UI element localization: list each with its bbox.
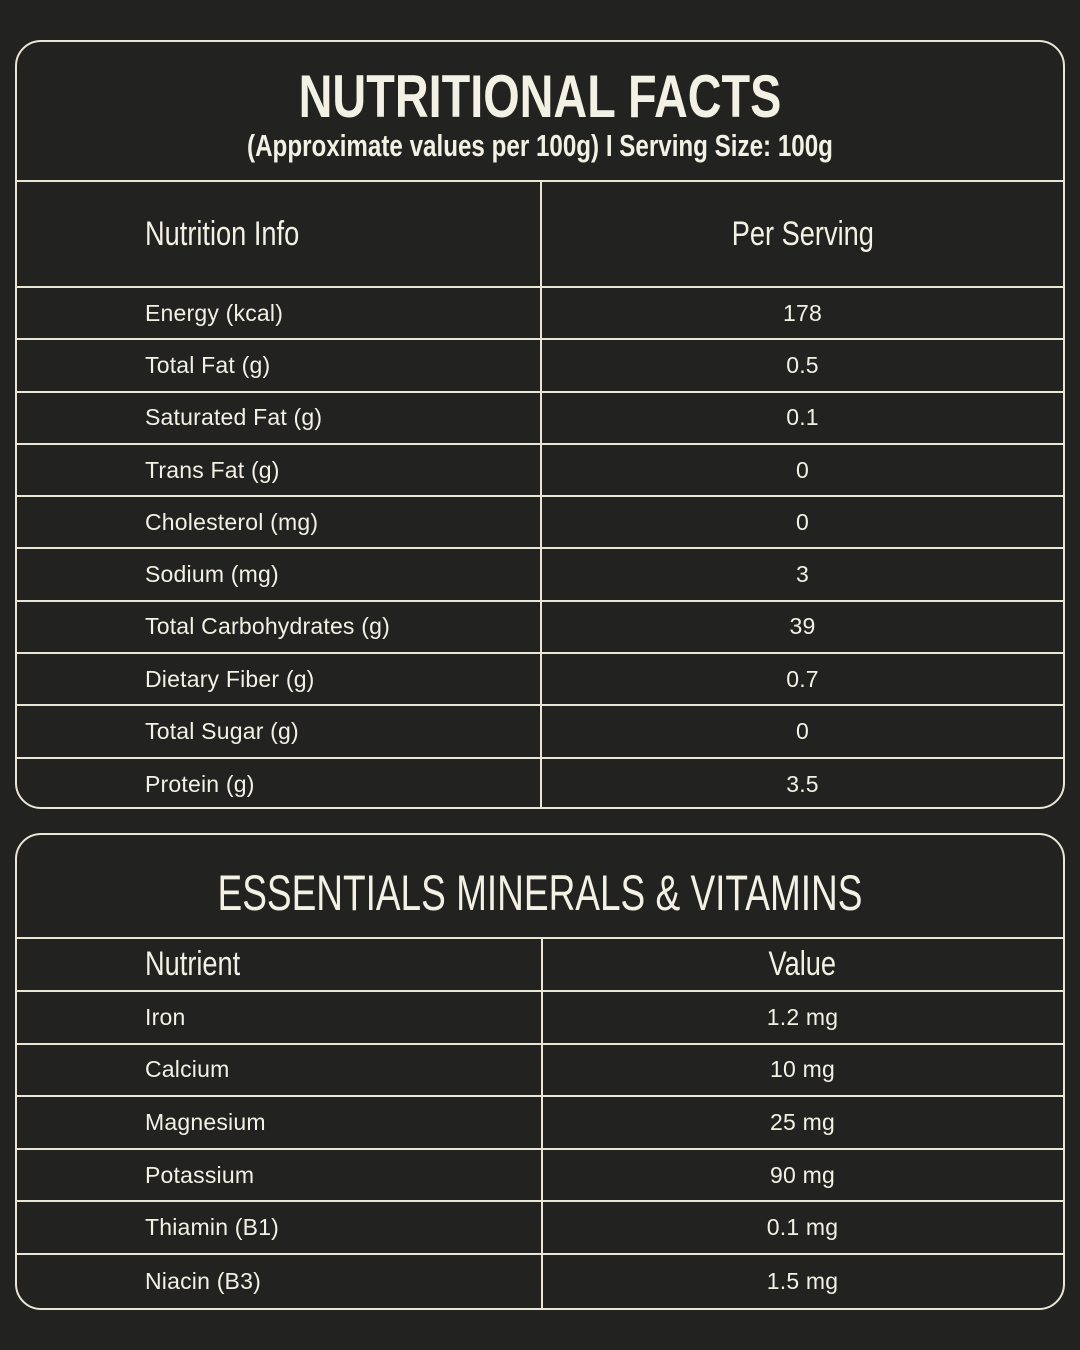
row-label-cell — [145, 1202, 279, 1253]
row-label-cell — [145, 445, 280, 495]
column-header-value: Value — [768, 945, 837, 983]
row-label-cell — [145, 602, 390, 652]
row-label-cell — [145, 288, 283, 338]
row-label-cell — [145, 497, 318, 547]
row-label-cell — [145, 393, 322, 443]
table-row — [17, 1097, 1063, 1150]
table-header-row — [17, 939, 1063, 992]
row-value-cell — [542, 992, 1063, 1043]
row-value-cell — [542, 602, 1063, 652]
column-header-right — [542, 939, 1063, 990]
row-label: Energy (kcal) — [145, 299, 284, 326]
row-value-cell — [542, 1097, 1063, 1148]
row-label: Calcium — [145, 1056, 230, 1083]
row-value: 1.5 mg — [766, 1267, 839, 1294]
column-header-right — [542, 182, 1063, 286]
row-label-cell — [145, 1255, 261, 1308]
row-label: Total Fat (g) — [145, 351, 271, 378]
minerals-vitamins-panel — [15, 833, 1065, 1310]
row-value-cell — [542, 1150, 1063, 1201]
table-row — [17, 340, 1063, 392]
row-value-cell — [542, 654, 1063, 704]
row-value-cell — [542, 1045, 1063, 1096]
row-value: 90 mg — [770, 1161, 835, 1188]
table-row — [17, 654, 1063, 706]
row-value-cell — [542, 1255, 1063, 1308]
table-row — [17, 1150, 1063, 1203]
table-header-row — [17, 182, 1063, 288]
row-label-cell — [145, 550, 279, 600]
row-label: Total Sugar (g) — [145, 718, 299, 745]
table-row — [17, 1202, 1063, 1255]
row-value: 0.1 mg — [766, 1214, 839, 1241]
row-value-cell — [542, 759, 1063, 809]
column-header-left — [145, 939, 264, 990]
row-label: Saturated Fat (g) — [145, 404, 323, 431]
column-header-per-serving: Per Serving — [731, 214, 874, 253]
row-value: 0.7 — [786, 665, 819, 692]
row-label-cell — [145, 1045, 229, 1096]
row-value-cell — [542, 288, 1063, 338]
row-value: 3.5 — [786, 771, 819, 798]
row-label: Protein (g) — [145, 771, 255, 798]
nutrition-facts-title: NUTRITIONAL FACTS — [298, 63, 782, 130]
table-row — [17, 992, 1063, 1045]
table-row — [17, 393, 1063, 445]
row-label: Thiamin (B1) — [145, 1214, 280, 1241]
column-header-left — [145, 182, 338, 286]
row-value: 0 — [796, 718, 809, 745]
row-value: 10 mg — [770, 1056, 835, 1083]
row-label: Cholesterol (mg) — [145, 508, 319, 535]
minerals-vitamins-title: ESSENTIALS MINERALS & VITAMINS — [217, 865, 863, 921]
table-row — [17, 706, 1063, 758]
row-label: Iron — [145, 1003, 186, 1030]
table-row — [17, 550, 1063, 602]
row-label-cell — [145, 759, 255, 809]
row-label-cell — [145, 1150, 254, 1201]
minerals-vitamins-header — [17, 835, 1063, 939]
table-row — [17, 497, 1063, 549]
row-value: 0.1 — [786, 404, 819, 431]
column-header-nutrient: Nutrient — [145, 945, 241, 983]
table-row — [17, 602, 1063, 654]
nutrition-facts-header — [17, 42, 1063, 182]
row-label-cell — [145, 1097, 266, 1148]
row-label-cell — [145, 654, 315, 704]
row-value-cell — [542, 497, 1063, 547]
row-label: Niacin (B3) — [145, 1267, 261, 1294]
column-header-nutrition-info: Nutrition Info — [145, 214, 300, 253]
row-value-cell — [542, 393, 1063, 443]
row-value: 178 — [783, 299, 822, 326]
row-value-cell — [542, 550, 1063, 600]
table-row — [17, 288, 1063, 340]
row-value: 0.5 — [786, 351, 819, 378]
table-row — [17, 1255, 1063, 1308]
row-label-cell — [145, 340, 270, 390]
row-label-cell — [145, 706, 299, 756]
row-value-cell — [542, 706, 1063, 756]
row-value-cell — [542, 1202, 1063, 1253]
row-label: Dietary Fiber (g) — [145, 665, 315, 692]
row-label: Trans Fat (g) — [145, 456, 280, 483]
nutrition-facts-subtitle: (Approximate values per 100g) I Serving Size: 100g — [247, 128, 833, 163]
row-value: 1.2 mg — [766, 1003, 839, 1030]
row-label: Total Carbohydrates (g) — [145, 613, 390, 640]
row-value: 0 — [796, 456, 809, 483]
table-row — [17, 445, 1063, 497]
row-value: 39 — [789, 613, 816, 640]
row-value-cell — [542, 445, 1063, 495]
row-label: Sodium (mg) — [145, 561, 279, 588]
row-value-cell — [542, 340, 1063, 390]
table-row — [17, 759, 1063, 809]
table-row — [17, 1045, 1063, 1098]
row-label: Potassium — [145, 1161, 255, 1188]
row-value: 25 mg — [770, 1108, 835, 1135]
row-value: 3 — [796, 561, 809, 588]
row-label-cell — [145, 992, 185, 1043]
nutrition-facts-panel — [15, 40, 1065, 809]
row-value: 0 — [796, 508, 809, 535]
row-label: Magnesium — [145, 1108, 266, 1135]
